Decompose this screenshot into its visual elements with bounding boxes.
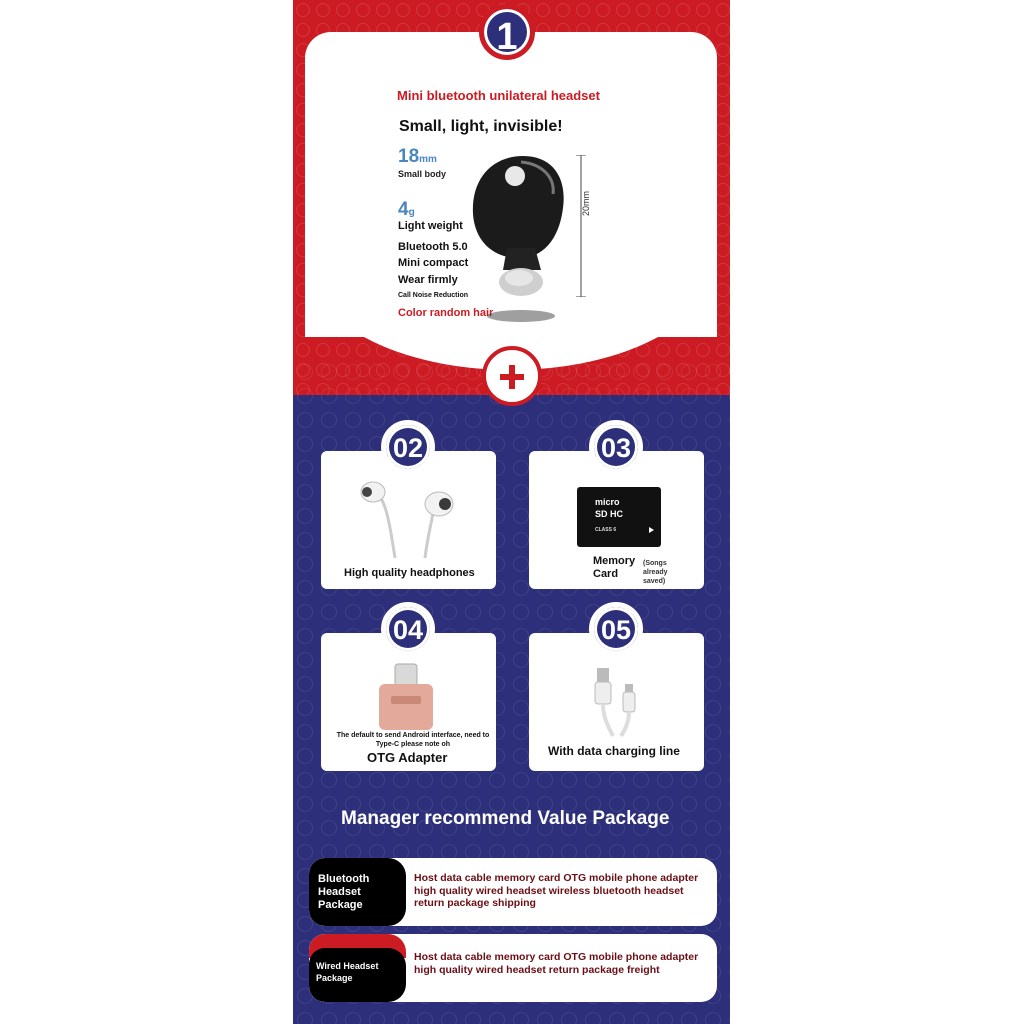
item-label-04: OTG Adapter xyxy=(367,750,448,765)
memory-card-image xyxy=(577,487,661,547)
card-brand: micro xyxy=(595,497,620,507)
headset-tagline: Small, light, invisible! xyxy=(399,118,563,135)
package-wired[interactable] xyxy=(309,934,717,1002)
number-badge-1-text: 1 xyxy=(496,16,518,58)
item-note-04: The default to send Android interface, need to Type-C please note oh xyxy=(336,732,490,748)
package-wired-desc: Host data cable memory card OTG mobile phone adapter high quality wired headset return package freight xyxy=(414,951,699,976)
weight-unit: g xyxy=(408,207,415,218)
wired-earphones-image xyxy=(355,478,465,562)
plus-icon xyxy=(482,346,542,406)
color-note: Color random hair xyxy=(398,307,494,319)
product-strip xyxy=(293,0,730,1024)
feature-wear: Wear firmly xyxy=(398,274,458,286)
number-badge-02 xyxy=(381,420,435,474)
item-label-03: Memory Card xyxy=(593,555,636,580)
weight-label: Light weight xyxy=(398,220,463,232)
item-note-03: (Songs already saved) xyxy=(643,560,668,585)
card-notch-icon xyxy=(649,527,654,533)
package-bluetooth-desc: Host data cable memory card OTG mobile phone adapter high quality wired headset wireless bluetooth headset return package shipping xyxy=(414,872,699,909)
number-badge-1 xyxy=(479,4,535,60)
number-badge-05 xyxy=(589,602,643,656)
charging-cable-image xyxy=(589,668,647,738)
number-badge-05-text: 05 xyxy=(600,615,632,645)
number-badge-04 xyxy=(381,602,435,656)
recommend-title: Manager recommend Value Package xyxy=(341,808,670,829)
item-label-05: With data charging line xyxy=(548,744,680,758)
feature-bluetooth: Bluetooth 5.0 xyxy=(398,241,468,253)
bluetooth-headset-image xyxy=(463,148,573,328)
number-badge-04-text: 04 xyxy=(392,615,424,645)
dimension-line xyxy=(576,155,586,297)
package-wired-name: Wired Headset Package xyxy=(316,961,379,983)
weight-value: 4 xyxy=(398,199,409,220)
number-badge-02-text: 02 xyxy=(392,433,424,463)
headset-title: Mini bluetooth unilateral headset xyxy=(397,88,600,103)
item-label-02: High quality headphones xyxy=(344,567,475,579)
weight-spec xyxy=(398,199,415,221)
package-bluetooth-name: Bluetooth Headset Package xyxy=(318,873,370,911)
feature-noise: Call Noise Reduction xyxy=(398,292,469,299)
number-badge-03 xyxy=(589,420,643,474)
size-value: 18 xyxy=(398,146,420,167)
dimension-label: 20mm xyxy=(581,190,591,216)
package-bluetooth[interactable] xyxy=(309,858,717,926)
size-unit: mm xyxy=(419,154,437,165)
card-class: CLASS 6 xyxy=(595,527,617,533)
size-label: Small body xyxy=(398,169,447,179)
card-type: SD HC xyxy=(595,509,624,519)
feature-compact: Mini compact xyxy=(398,257,469,269)
otg-adapter-image xyxy=(373,660,439,732)
size-spec xyxy=(398,146,437,168)
number-badge-03-text: 03 xyxy=(600,433,632,463)
